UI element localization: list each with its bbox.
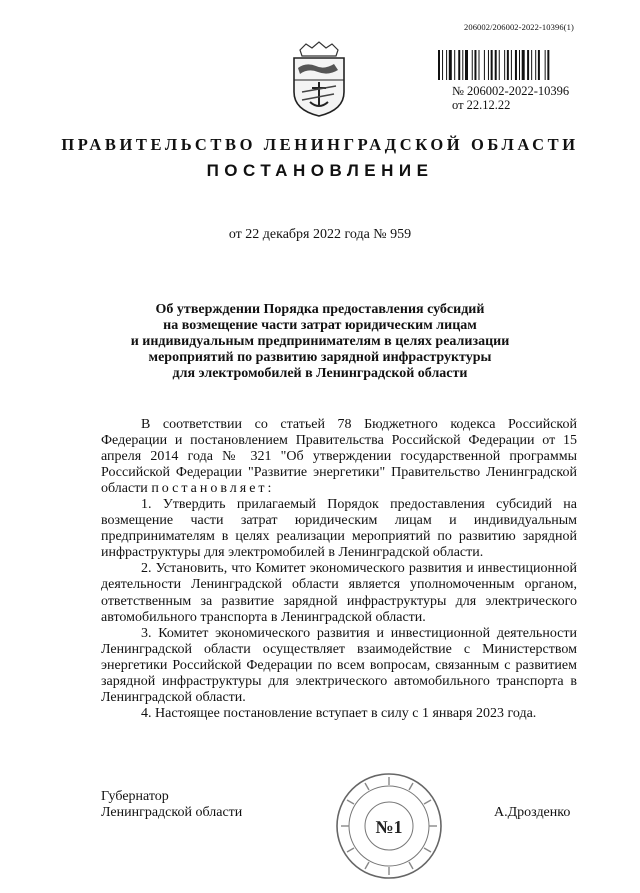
document-date-number: от 22 декабря 2022 года № 959 bbox=[228, 227, 412, 242]
item-paragraph: 4. Настоящее постановление вступает в силу с 1 января 2023 года. bbox=[141, 705, 537, 721]
registration-stamp bbox=[452, 84, 569, 112]
item-paragraph: 2. Установить, что Комитет экономического развития и инвестиционной деятельности Ленинградской области является уполномоченным органом, ответственным за развитие зарядной инфраструктуры для электрического автомобильного транспорта в Ленинградской области. bbox=[101, 561, 577, 625]
signatory-position bbox=[101, 789, 242, 821]
preamble-text: В соответствии со статьей 78 Бюджетного кодекса Российской Федерации и постановлением Правительства Российской Федерации от 15 апреля 2014 года № 321 "Об утверждении государственной программы Российской Федерации "Развитие энергетики" Правительство Ленинградской области bbox=[101, 417, 577, 497]
barcode bbox=[438, 50, 588, 84]
item-paragraph: 1. Утвердить прилагаемый Порядок предоставления субсидий на возмещение части затрат юридическим лицам и индивидуальным предпринимателям в целях реализации мероприятий по развитию зарядной инфраструктуры для электромобилей в Ленинградской области. bbox=[101, 497, 577, 561]
registration-number: № 206002-2022-10396 bbox=[452, 84, 570, 98]
title-line: Об утверждении Порядка предоставления субсидий bbox=[155, 302, 485, 317]
reference-code: 206002/206002-2022-10396(1) bbox=[464, 22, 574, 32]
registration-date: от 22.12.22 bbox=[452, 98, 511, 112]
official-seal bbox=[333, 770, 445, 882]
coat-of-arms-emblem bbox=[288, 36, 350, 120]
preamble-resolves: постановляет: bbox=[151, 481, 275, 497]
seal-number: №1 bbox=[375, 817, 403, 837]
document-title bbox=[60, 302, 580, 382]
title-line: для электромобилей в Ленинградской области bbox=[172, 366, 468, 381]
preamble-paragraph bbox=[101, 417, 577, 497]
title-line: мероприятий по развитию зарядной инфраструктуры bbox=[148, 350, 492, 365]
position-line: Губернатор bbox=[101, 789, 169, 804]
organization-name: ПРАВИТЕЛЬСТВО ЛЕНИНГРАДСКОЙ ОБЛАСТИ bbox=[61, 135, 579, 154]
document-type: ПОСТАНОВЛЕНИЕ bbox=[206, 161, 434, 180]
item-paragraph: 3. Комитет экономического развития и инвестиционной деятельности Ленинградской области осуществляет взаимодействие с Министерством энергетики Российской Федерации по всем вопросам, связанным с развитием зарядной инфраструктуры для электрического автомобильного транспорта в Ленинградской области. bbox=[101, 625, 577, 705]
position-line: Ленинградской области bbox=[101, 805, 243, 820]
title-line: и индивидуальным предпринимателям в целях реализации bbox=[130, 334, 510, 349]
document-body bbox=[101, 417, 577, 722]
signatory-name: А.Дрозденко bbox=[494, 805, 571, 820]
title-line: на возмещение части затрат юридическим лицам bbox=[163, 318, 477, 333]
